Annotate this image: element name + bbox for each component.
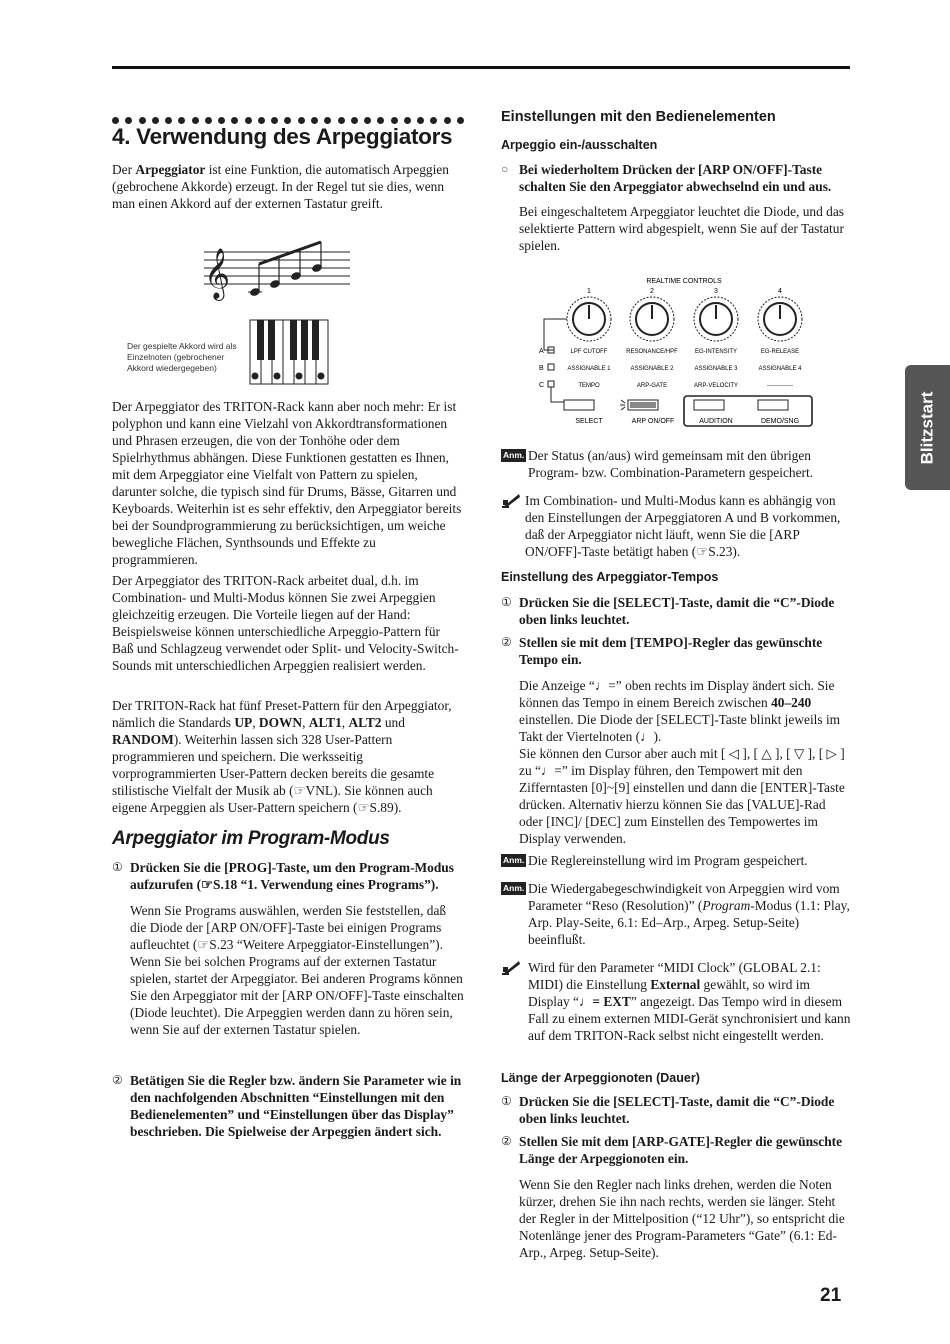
audition-button-label: AUDITION [699, 418, 733, 425]
onoff-bullet: ○ Bei wiederholtem Drücken der [ARP ON/OFF]-Taste schalten Sie den Arpeggiator abwechselnd ein und aus. Bei eingeschaltetem Arpeggiator leuchtet die Diode, und das selektierte Pattern wird abgespielt, wenn Sie auf der Tastatur spielen. [501, 162, 844, 253]
row-label-b: B [539, 365, 544, 372]
realtime-label: REALTIME CONTROLS [646, 278, 722, 285]
keyboard-diagram [250, 320, 328, 384]
figure-caption: Der gespielte Akkord wird als Einzelnoten (gebrochener Akkord wiedergegeben) [127, 341, 237, 373]
row-b-label-3: ASSIGNABLE 3 [694, 366, 738, 372]
demo-song-button-label: DEMO/SNG [760, 418, 800, 425]
row-c-label-1: TEMPO [578, 383, 600, 389]
section-heading: Arpeggiator im Program-Modus [112, 828, 390, 849]
program-step-2: ② Betätigen Sie die Regler bzw. ändern Sie Parameter wie in den nachfolgenden Abschnitten “Einstellungen mit den Bedienelementen” und “Einstellungen über das Display” beschrieben. Die Spielweise der Arpeggien ändert sich. [112, 1073, 462, 1139]
subheading-tempo: Einstellung des Arpeggiator-Tempos [501, 570, 719, 584]
realtime-controls-panel [536, 274, 816, 428]
row-label-c: C [539, 382, 545, 389]
tempo-step-2: ② Stellen sie mit dem [TEMPO]-Regler das gewünschte Tempo ein. Die Anzeige “♩=” oben rechts im Display ändert sich. Sie können das Tempo in einem Bereich zwischen 40–240 einstellen. Die Diode der [SELECT]-Taste blinkt jeweils im Takt der Viertelnoten (♩). Sie können den Cursor aber auch mit [ ◁ ], [ △ ], [ ▽ ], [ ▷ ] zu “♩=” im Display führen, den Tempowert mit den Zifferntasten [0]~[9] einstellen und dann die [ENTER]-Taste drücken. Alternativ hierzu können Sie das [VALUE]-Rad oder [INC]/ [DEC] zum Einstellen des Tempowertes im Display verwenden. [501, 635, 845, 846]
row-a-label-2: RESONANCE/HPF [626, 349, 678, 355]
subheading-length: Länge der Arpeggionoten (Dauer) [501, 1071, 700, 1085]
row-a-label-4: EG-RELEASE [760, 349, 800, 355]
row-b-label-4: ASSIGNABLE 4 [758, 366, 802, 372]
subheading-onoff: Arpeggio ein-/ausschalten [501, 138, 658, 152]
select-button-label: SELECT [575, 418, 603, 425]
intro-paragraph: Der Arpeggiator ist eine Funktion, die automatisch Arpeggien (gebrochene Akkorde) erzeugt. In der Regel tut sie dies, wenn man einen Akkord auf der externen Tastatur greift. [112, 162, 449, 211]
paragraph-1: Der Arpeggiator des TRITON-Rack kann aber noch mehr: Er ist polyphon und kann eine Vielzahl von Akkordtransformationen und Phrasen erzeugen, die von der Tonhöhe oder dem Spielrhythmus abhängen. Diese Funktionen gestatten es Ihnen, mit dem Arpeggiator eine Vielfalt von Pattern zu spielen, darunter solche, die typisch sind für Drums, Bässe, Gitarren und Keyboards. Weiterhin ist es sehr effektiv, den Arpeggiator bereits bei der Soundprogrammierung zu berücksichtigen, um weiche bewegliche Flächen, Synthsounds und Effekte zu programmieren. [112, 399, 462, 567]
knob-number-2: 2 [650, 288, 654, 295]
pencil-warning-icon [501, 492, 521, 508]
knob-number-4: 4 [778, 288, 782, 295]
anm-note-2: Anm. Die Reglereinstellung wird im Program gespeichert. [503, 853, 808, 868]
knob-number-1: 1 [587, 288, 591, 295]
row-c-label-4: ------------- [767, 383, 793, 389]
row-b-label-2: ASSIGNABLE 2 [630, 366, 674, 372]
row-label-a: A [539, 348, 544, 355]
row-b-label-1: ASSIGNABLE 1 [567, 366, 611, 372]
length-step-1: ① Drücken Sie die [SELECT]-Taste, damit die “C”-Diode oben links leuchtet. [501, 1094, 835, 1126]
side-tab-label: Blitzstart [917, 391, 937, 464]
row-a-label-1: LPF CUTOFF [570, 349, 608, 355]
length-step-2: ② Stellen Sie mit dem [ARP-GATE]-Regler die gewünschte Länge der Arpeggionoten ein. Wenn Sie den Regler nach links drehen, werden die Noten kürzer, drehen Sie ihn nach rechts, werden sie länger. Steht der Regler in der Mittelposition (“12 Uhr”), so entspricht die Notenlänge jener des Program-Parameters “Gate” (6.1: Ed-Arp., Arpeg. Setup-Seite). [501, 1134, 845, 1260]
anm-icon: Anm. [503, 883, 525, 893]
knob-icon [567, 297, 802, 341]
row-a-label-3: EG-INTENSITY [694, 349, 738, 355]
pencil-warning-icon [501, 959, 521, 975]
arp-onoff-button-label: ARP ON/OFF [631, 418, 675, 425]
warning-note-1: Im Combination- und Multi-Modus kann es abhängig von den Einstellungen der Arpeggiatoren A und B vorkommen, daß der Arpeggiator nicht läuft, wenn Sie die [ARP ON/OFF]-Taste betätigt haben (☞S.23). [501, 492, 851, 560]
row-c-label-3: ARP-VELOCITY [693, 383, 739, 389]
treble-clef-icon: 𝄞 [204, 248, 231, 299]
page-title: 4. Verwendung des Arpeggiators [112, 124, 453, 149]
program-step-1: ① Drücken Sie die [PROG]-Taste, um den Program-Modus aufzurufen (☞S.18 “1. Verwendung eines Programs”). Wenn Sie Programs auswählen, werden Sie feststellen, daß die Diode der [ARP ON/OFF]-Taste bei einigen Programs aufleuchtet (☞S.23 “Weitere Arpeggiator-Einstellungen”). Wenn Sie bei solchen Programs auf der externen Tastatur spielen, startet der Arpeggiator. Bei anderen Programs können Sie den Arpeggiator mit der [ARP ON/OFF]-Taste einschalten (Diode leuchtet). Die Arpeggien werden dann zu hören sein, wenn Sie auf der externen Tastatur spielen. [112, 860, 464, 1037]
paragraph-3: Der TRITON-Rack hat fünf Preset-Pattern für den Arpeggiator, nämlich die Standards UP, DOWN, ALT1, ALT2 und RANDOM). Weiterhin lassen sich 328 User-Pattern programmieren und speichern. Die werksseitig vorprogrammierten User-Pattern decken bereits die gesamte stilistische Vielfalt der Musik ab (☞VNL). Sie können auch eigene Arpeggien als User-Pattern speichern (☞S.89). [112, 698, 452, 815]
right-heading: Einstellungen mit den Bedienelementen [501, 109, 776, 125]
tempo-step-1: ① Drücken Sie die [SELECT]-Taste, damit die “C”-Diode oben links leuchtet. [501, 595, 835, 627]
anm-icon: Anm. [503, 855, 525, 865]
anm-icon: Anm. [503, 450, 525, 460]
anm-note-3: Anm. Die Wiedergabegeschwindigkeit von Arpeggien wird vom Parameter “Reso (Resolution)” (Program-Modus (1.1: Play, Arp. Play-Seite, 6.1: Ed–Arp., Arpeg. Setup-Seite) beeinflußt. [503, 881, 850, 947]
knob-number-3: 3 [714, 288, 718, 295]
row-c-label-2: ARP-GATE [636, 383, 668, 389]
top-rule [112, 66, 850, 69]
page-number: 21 [820, 1285, 842, 1306]
anm-note-1: Anm. Der Status (an/aus) wird gemeinsam mit den übrigen Program- bzw. Combination-Parametern gespeichert. [503, 448, 814, 480]
warning-note-2: Wird für den Parameter “MIDI Clock” (GLOBAL 2.1: MIDI) die Einstellung External gewählt, so wird im Display “♩= EXT” angezeigt. Das Tempo wird in diesem Fall zu einem externen MIDI-Gerät synchronisiert und kann auf dem TRITON-Rack selbst nicht eingestellt werden. [501, 959, 851, 1044]
paragraph-2: Der Arpeggiator des TRITON-Rack arbeitet dual, d.h. im Combination- und Multi-Modus können Sie zwei Arpeggien gleichzeitig erzeugen. Die Vorteile liegen auf der Hand: Beispielsweise können unterschiedliche Arpeggio-Pattern für Baß und Schlagzeug verwendet oder Split- und Velocity-Switch-Sounds mit unterschiedlichen Arpeggien realisiert werden. [112, 573, 459, 673]
